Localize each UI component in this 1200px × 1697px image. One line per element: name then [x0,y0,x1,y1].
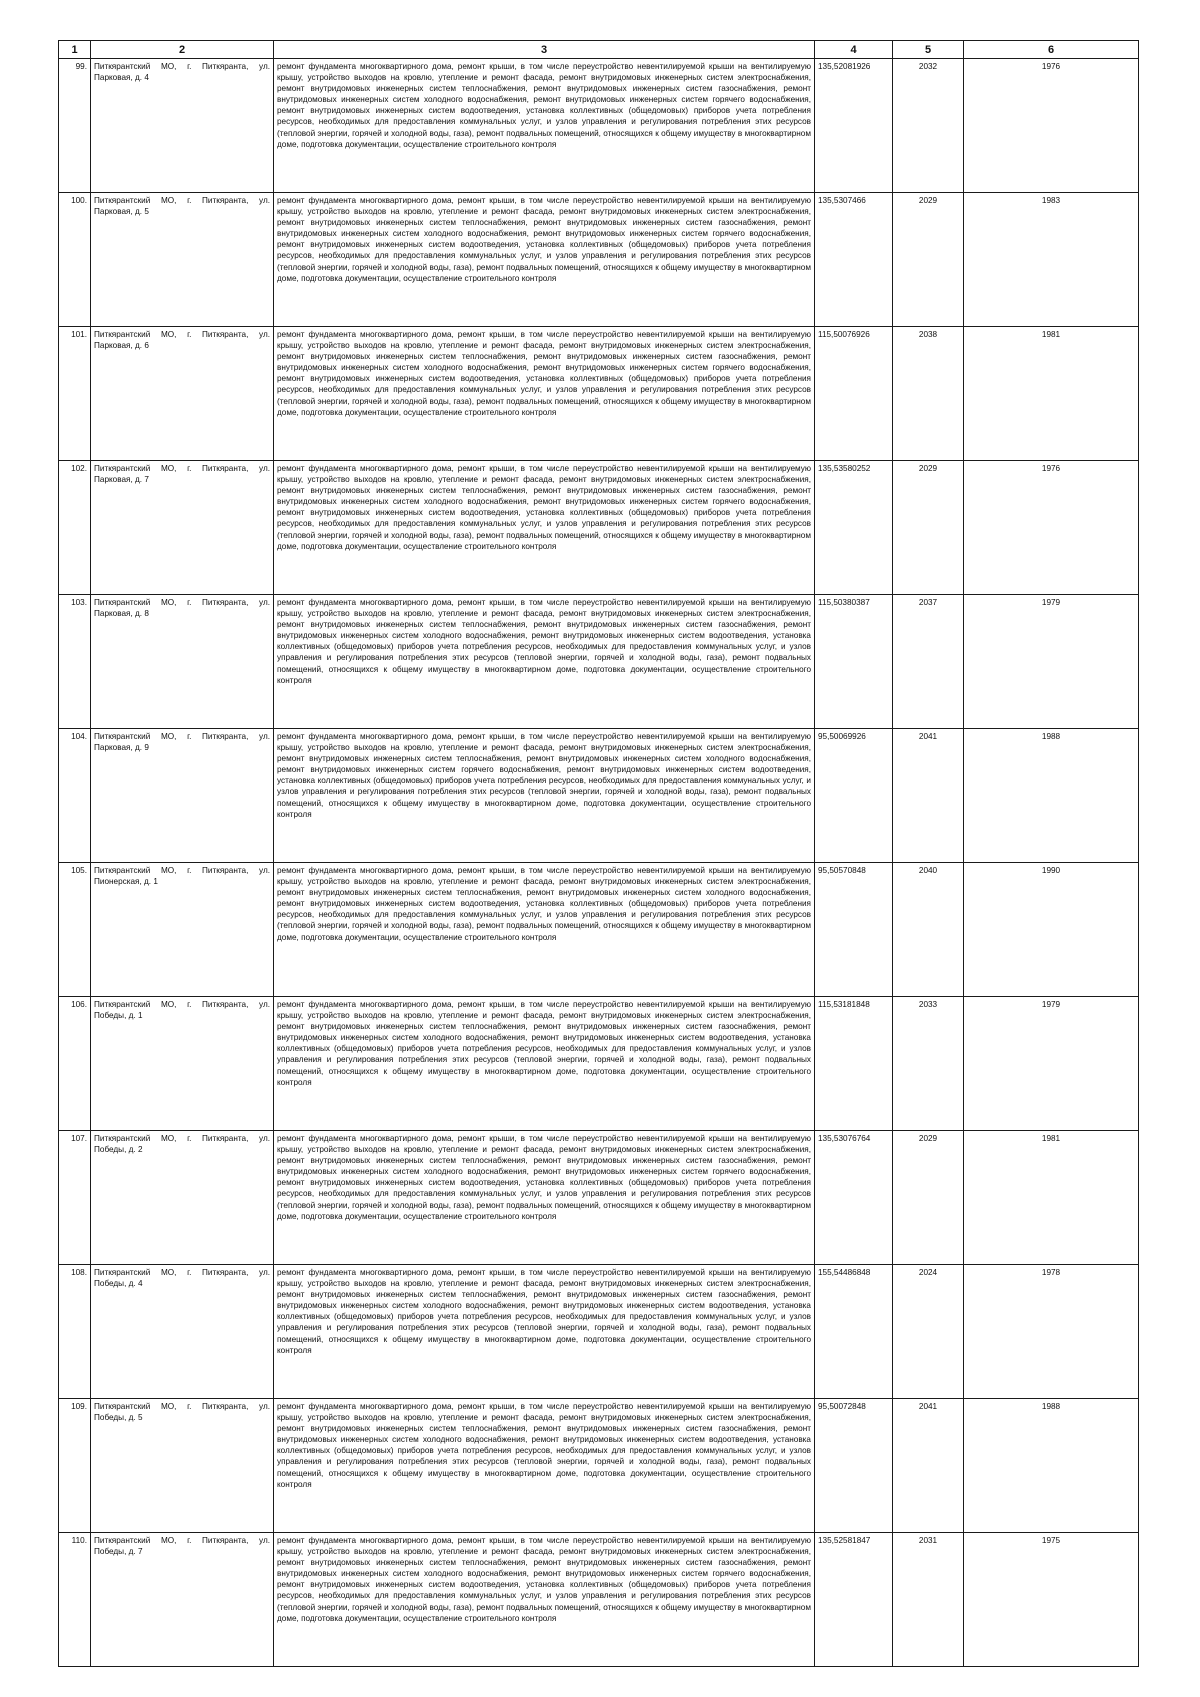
planned-repair-year: 2032 [893,59,964,193]
repair-works: ремонт фундамента многоквартирного дома, ремонт крыши, в том числе переустройство невентилируемой крыши на вентилируемую крышу, устройство выходов на кровлю, утепление и ремонт фасада, ремонт внутридомовых инженерных систем электроснабжения, ремонт внутридомовых инженерных систем теплоснабжения, ремонт внутридомовых инженерных систем газоснабжения, ремонт внутридомовых инженерных систем холодного водоснабжения, ремонт внутридомовых инженерных систем горячего водоснабжения, ремонт внутридомовых инженерных систем водоотведения, установка коллективных (общедомовых) приборов учета потребления ресурсов, необходимых для предоставления коммунальных услуг, и узлов управления и регулирования потребления этих ресурсов (тепловой энергии, горячей и холодной воды, газа), ремонт подвальных помещений, относящихся к общему имуществу в многоквартирном доме, подготовка документации, осуществление строительного контроля [274,327,815,461]
repair-cost: 135,52581847 [815,1533,893,1667]
planned-repair-year: 2029 [893,461,964,595]
year-built: 1988 [964,1399,1139,1533]
planned-repair-year: 2029 [893,1131,964,1265]
planned-repair-year: 2033 [893,997,964,1131]
table-row [59,997,1139,1131]
column-header: 4 [815,41,893,59]
row-number: 106. [59,997,91,1131]
building-address: Питкярантский МО, г. Питкяранта, ул. Победы, д. 7 [91,1533,274,1667]
table-row [59,193,1139,327]
repair-cost: 135,52081926 [815,59,893,193]
row-number: 99. [59,59,91,193]
row-number: 104. [59,729,91,863]
planned-repair-year: 2024 [893,1265,964,1399]
table-row [59,1533,1139,1667]
planned-repair-year: 2041 [893,729,964,863]
repair-works: ремонт фундамента многоквартирного дома, ремонт крыши, в том числе переустройство невентилируемой крыши на вентилируемую крышу, устройство выходов на кровлю, утепление и ремонт фасада, ремонт внутридомовых инженерных систем электроснабжения, ремонт внутридомовых инженерных систем теплоснабжения, ремонт внутридомовых инженерных систем газоснабжения, ремонт внутридомовых инженерных систем холодного водоснабжения, ремонт внутридомовых инженерных систем горячего водоснабжения, ремонт внутридомовых инженерных систем водоотведения, установка коллективных (общедомовых) приборов учета потребления ресурсов, необходимых для предоставления коммунальных услуг, и узлов управления и регулирования потребления этих ресурсов (тепловой энергии, горячей и холодной воды, газа), ремонт подвальных помещений, относящихся к общему имуществу в многоквартирном доме, подготовка документации, осуществление строительного контроля [274,461,815,595]
document-page [58,40,1138,1667]
repair-works: ремонт фундамента многоквартирного дома, ремонт крыши, в том числе переустройство невентилируемой крыши на вентилируемую крышу, устройство выходов на кровлю, утепление и ремонт фасада, ремонт внутридомовых инженерных систем электроснабжения, ремонт внутридомовых инженерных систем теплоснабжения, ремонт внутридомовых инженерных систем газоснабжения, ремонт внутридомовых инженерных систем холодного водоснабжения, ремонт внутридомовых инженерных систем водоотведения, установка коллективных (общедомовых) приборов учета потребления ресурсов, необходимых для предоставления коммунальных услуг, и узлов управления и регулирования потребления этих ресурсов (тепловой энергии, горячей и холодной воды, газа), ремонт подвальных помещений, относящихся к общему имуществу в многоквартирном доме, подготовка документации, осуществление строительного контроля [274,997,815,1131]
table-row [59,1399,1139,1533]
repair-cost: 95,50570848 [815,863,893,997]
table-row [59,863,1139,997]
repair-works: ремонт фундамента многоквартирного дома, ремонт крыши, в том числе переустройство невентилируемой крыши на вентилируемую крышу, устройство выходов на кровлю, утепление и ремонт фасада, ремонт внутридомовых инженерных систем электроснабжения, ремонт внутридомовых инженерных систем теплоснабжения, ремонт внутридомовых инженерных систем газоснабжения, ремонт внутридомовых инженерных систем холодного водоснабжения, ремонт внутридомовых инженерных систем водоотведения, установка коллективных (общедомовых) приборов учета потребления ресурсов, необходимых для предоставления коммунальных услуг, и узлов управления и регулирования потребления этих ресурсов (тепловой энергии, горячей и холодной воды, газа), ремонт подвальных помещений, относящихся к общему имуществу в многоквартирном доме, подготовка документации, осуществление строительного контроля [274,1399,815,1533]
table-header-row [59,41,1139,59]
repair-cost: 135,53580252 [815,461,893,595]
planned-repair-year: 2037 [893,595,964,729]
repair-works: ремонт фундамента многоквартирного дома, ремонт крыши, в том числе переустройство невентилируемой крыши на вентилируемую крышу, устройство выходов на кровлю, утепление и ремонт фасада, ремонт внутридомовых инженерных систем электроснабжения, ремонт внутридомовых инженерных систем теплоснабжения, ремонт внутридомовых инженерных систем холодного водоснабжения, ремонт внутридомовых инженерных систем водоотведения, установка коллективных (общедомовых) приборов учета потребления ресурсов, необходимых для предоставления коммунальных услуг, и узлов управления и регулирования потребления этих ресурсов (тепловой энергии, горячей и холодной воды, газа), ремонт подвальных помещений, относящихся к общему имуществу в многоквартирном доме, подготовка документации, осуществление строительного контроля [274,863,815,997]
repair-works: ремонт фундамента многоквартирного дома, ремонт крыши, в том числе переустройство невентилируемой крыши на вентилируемую крышу, устройство выходов на кровлю, утепление и ремонт фасада, ремонт внутридомовых инженерных систем электроснабжения, ремонт внутридомовых инженерных систем теплоснабжения, ремонт внутридомовых инженерных систем газоснабжения, ремонт внутридомовых инженерных систем холодного водоснабжения, ремонт внутридомовых инженерных систем горячего водоснабжения, ремонт внутридомовых инженерных систем водоотведения, установка коллективных (общедомовых) приборов учета потребления ресурсов, необходимых для предоставления коммунальных услуг, и узлов управления и регулирования потребления этих ресурсов (тепловой энергии, горячей и холодной воды, газа), ремонт подвальных помещений, относящихся к общему имуществу в многоквартирном доме, подготовка документации, осуществление строительного контроля [274,1533,815,1667]
year-built: 1975 [964,1533,1139,1667]
building-address: Питкярантский МО, г. Питкяранта, ул. Победы, д. 1 [91,997,274,1131]
row-number: 100. [59,193,91,327]
year-built: 1979 [964,595,1139,729]
row-number: 101. [59,327,91,461]
row-number: 102. [59,461,91,595]
row-number: 110. [59,1533,91,1667]
building-address: Питкярантский МО, г. Питкяранта, ул. Победы, д. 5 [91,1399,274,1533]
repair-works: ремонт фундамента многоквартирного дома, ремонт крыши, в том числе переустройство невентилируемой крыши на вентилируемую крышу, устройство выходов на кровлю, утепление и ремонт фасада, ремонт внутридомовых инженерных систем электроснабжения, ремонт внутридомовых инженерных систем теплоснабжения, ремонт внутридомовых инженерных систем газоснабжения, ремонт внутридомовых инженерных систем холодного водоснабжения, ремонт внутридомовых инженерных систем водоотведения, установка коллективных (общедомовых) приборов учета потребления ресурсов, необходимых для предоставления коммунальных услуг, и узлов управления и регулирования потребления этих ресурсов (тепловой энергии, горячей и холодной воды, газа), ремонт подвальных помещений, относящихся к общему имуществу в многоквартирном доме, подготовка документации, осуществление строительного контроля [274,595,815,729]
building-address: Питкярантский МО, г. Питкяранта, ул. Парковая, д. 8 [91,595,274,729]
year-built: 1979 [964,997,1139,1131]
repair-cost: 95,50072848 [815,1399,893,1533]
repair-cost: 135,53076764 [815,1131,893,1265]
repair-works: ремонт фундамента многоквартирного дома, ремонт крыши, в том числе переустройство невентилируемой крыши на вентилируемую крышу, устройство выходов на кровлю, утепление и ремонт фасада, ремонт внутридомовых инженерных систем электроснабжения, ремонт внутридомовых инженерных систем теплоснабжения, ремонт внутридомовых инженерных систем газоснабжения, ремонт внутридомовых инженерных систем холодного водоснабжения, ремонт внутридомовых инженерных систем горячего водоснабжения, ремонт внутридомовых инженерных систем водоотведения, установка коллективных (общедомовых) приборов учета потребления ресурсов, необходимых для предоставления коммунальных услуг, и узлов управления и регулирования потребления этих ресурсов (тепловой энергии, горячей и холодной воды, газа), ремонт подвальных помещений, относящихся к общему имуществу в многоквартирном доме, подготовка документации, осуществление строительного контроля [274,193,815,327]
repair-works: ремонт фундамента многоквартирного дома, ремонт крыши, в том числе переустройство невентилируемой крыши на вентилируемую крышу, устройство выходов на кровлю, утепление и ремонт фасада, ремонт внутридомовых инженерных систем электроснабжения, ремонт внутридомовых инженерных систем теплоснабжения, ремонт внутридомовых инженерных систем газоснабжения, ремонт внутридомовых инженерных систем холодного водоснабжения, ремонт внутридомовых инженерных систем горячего водоснабжения, ремонт внутридомовых инженерных систем водоотведения, установка коллективных (общедомовых) приборов учета потребления ресурсов, необходимых для предоставления коммунальных услуг, и узлов управления и регулирования потребления этих ресурсов (тепловой энергии, горячей и холодной воды, газа), ремонт подвальных помещений, относящихся к общему имуществу в многоквартирном доме, подготовка документации, осуществление строительного контроля [274,59,815,193]
row-number: 108. [59,1265,91,1399]
planned-repair-year: 2040 [893,863,964,997]
repair-cost: 135,5307466 [815,193,893,327]
table-row [59,327,1139,461]
building-address: Питкярантский МО, г. Питкяранта, ул. Парковая, д. 4 [91,59,274,193]
row-number: 109. [59,1399,91,1533]
column-header: 5 [893,41,964,59]
repair-cost: 95,50069926 [815,729,893,863]
planned-repair-year: 2041 [893,1399,964,1533]
repair-program-table [58,40,1139,1667]
year-built: 1983 [964,193,1139,327]
row-number: 103. [59,595,91,729]
column-header: 2 [91,41,274,59]
column-header: 1 [59,41,91,59]
repair-works: ремонт фундамента многоквартирного дома, ремонт крыши, в том числе переустройство невентилируемой крыши на вентилируемую крышу, устройство выходов на кровлю, утепление и ремонт фасада, ремонт внутридомовых инженерных систем электроснабжения, ремонт внутридомовых инженерных систем теплоснабжения, ремонт внутридомовых инженерных систем холодного водоснабжения, ремонт внутридомовых инженерных систем горячего водоснабжения, ремонт внутридомовых инженерных систем водоотведения, установка коллективных (общедомовых) приборов учета потребления ресурсов, необходимых для предоставления коммунальных услуг, и узлов управления и регулирования потребления этих ресурсов (тепловой энергии, горячей и холодной воды, газа), ремонт подвальных помещений, относящихся к общему имуществу в многоквартирном доме, подготовка документации, осуществление строительного контроля [274,729,815,863]
year-built: 1981 [964,327,1139,461]
repair-cost: 115,50076926 [815,327,893,461]
building-address: Питкярантский МО, г. Питкяранта, ул. Победы, д. 2 [91,1131,274,1265]
table-row [59,1131,1139,1265]
column-header: 6 [964,41,1139,59]
planned-repair-year: 2029 [893,193,964,327]
table-row [59,59,1139,193]
planned-repair-year: 2038 [893,327,964,461]
building-address: Питкярантский МО, г. Питкяранта, ул. Парковая, д. 9 [91,729,274,863]
building-address: Питкярантский МО, г. Питкяранта, ул. Парковая, д. 6 [91,327,274,461]
building-address: Питкярантский МО, г. Питкяранта, ул. Победы, д. 4 [91,1265,274,1399]
table-row [59,461,1139,595]
repair-cost: 115,53181848 [815,997,893,1131]
year-built: 1978 [964,1265,1139,1399]
repair-works: ремонт фундамента многоквартирного дома, ремонт крыши, в том числе переустройство невентилируемой крыши на вентилируемую крышу, устройство выходов на кровлю, утепление и ремонт фасада, ремонт внутридомовых инженерных систем электроснабжения, ремонт внутридомовых инженерных систем теплоснабжения, ремонт внутридомовых инженерных систем газоснабжения, ремонт внутридомовых инженерных систем холодного водоснабжения, ремонт внутридомовых инженерных систем горячего водоснабжения, ремонт внутридомовых инженерных систем водоотведения, установка коллективных (общедомовых) приборов учета потребления ресурсов, необходимых для предоставления коммунальных услуг, и узлов управления и регулирования потребления этих ресурсов (тепловой энергии, горячей и холодной воды, газа), ремонт подвальных помещений, относящихся к общему имуществу в многоквартирном доме, подготовка документации, осуществление строительного контроля [274,1131,815,1265]
year-built: 1976 [964,59,1139,193]
building-address: Питкярантский МО, г. Питкяранта, ул. Парковая, д. 7 [91,461,274,595]
table-row [59,1265,1139,1399]
table-row [59,595,1139,729]
row-number: 105. [59,863,91,997]
year-built: 1976 [964,461,1139,595]
year-built: 1981 [964,1131,1139,1265]
column-header: 3 [274,41,815,59]
repair-cost: 115,50380387 [815,595,893,729]
table-row [59,729,1139,863]
building-address: Питкярантский МО, г. Питкяранта, ул. Парковая, д. 5 [91,193,274,327]
repair-cost: 155,54486848 [815,1265,893,1399]
row-number: 107. [59,1131,91,1265]
repair-works: ремонт фундамента многоквартирного дома, ремонт крыши, в том числе переустройство невентилируемой крыши на вентилируемую крышу, устройство выходов на кровлю, утепление и ремонт фасада, ремонт внутридомовых инженерных систем электроснабжения, ремонт внутридомовых инженерных систем теплоснабжения, ремонт внутридомовых инженерных систем газоснабжения, ремонт внутридомовых инженерных систем холодного водоснабжения, ремонт внутридомовых инженерных систем водоотведения, установка коллективных (общедомовых) приборов учета потребления ресурсов, необходимых для предоставления коммунальных услуг, и узлов управления и регулирования потребления этих ресурсов (тепловой энергии, горячей и холодной воды, газа), ремонт подвальных помещений, относящихся к общему имуществу в многоквартирном доме, подготовка документации, осуществление строительного контроля [274,1265,815,1399]
building-address: Питкярантский МО, г. Питкяранта, ул. Пионерская, д. 1 [91,863,274,997]
year-built: 1988 [964,729,1139,863]
planned-repair-year: 2031 [893,1533,964,1667]
year-built: 1990 [964,863,1139,997]
